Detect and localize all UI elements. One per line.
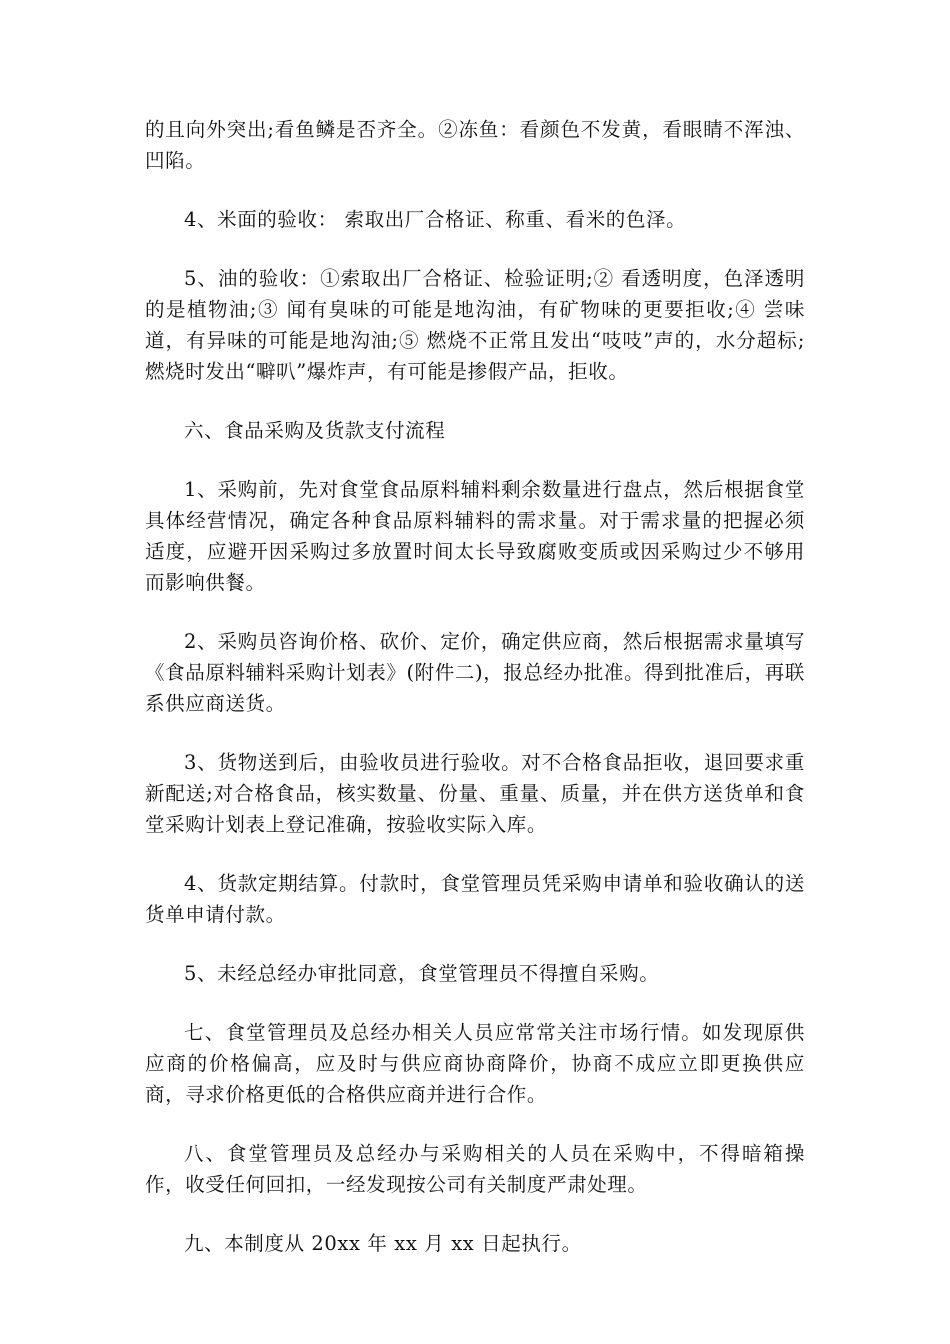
paragraph-section-nine: 九、本制度从 20xx 年 xx 月 xx 日起执行。 (184, 1232, 582, 1255)
paragraph-fish-inspection-continued: 的且向外突出;看鱼鳞是否齐全。②冻鱼：看颜色不发黄，看眼睛不浑浊、凹陷。 (145, 118, 805, 172)
paragraph-procurement-step-2: 2、采购员咨询价格、砍价、定价，确定供应商，然后根据需求量填写《食品原料辅料采购计划表》(附件二)，报总经办批准。得到批准后，再联系供应商送货。 (145, 630, 805, 715)
document-page (145, 114, 805, 1287)
paragraph-section-eight: 八、食堂管理员及总经办与采购相关的人员在采购中，不得暗箱操作，收受任何回扣，一经发现按公司有关制度严肃处理。 (145, 1142, 805, 1196)
paragraph-procurement-step-3: 3、货物送到后，由验收员进行验收。对不合格食品拒收，退回要求重新配送;对合格食品，核实数量、份量、重量、质量，并在供方送货单和食堂采购计划表上登记准确，按验收实际入库。 (145, 751, 805, 836)
paragraph-rice-flour-inspection: 4、米面的验收： 索取出厂合格证、称重、看米的色泽。 (184, 208, 687, 231)
paragraph-procurement-step-4: 4、货款定期结算。付款时，食堂管理员凭采购申请单和验收确认的送货单申请付款。 (145, 872, 805, 926)
paragraph-procurement-step-1: 1、采购前，先对食堂食品原料辅料剩余数量进行盘点，然后根据食堂具体经营情况，确定各种食品原料辅料的需求量。对于需求量的把握必须适度，应避开因采购过多放置时间太长导致腐败变质或因采购过少不够用而影响供餐。 (145, 478, 805, 594)
paragraph-procurement-step-5: 5、未经总经办审批同意，食堂管理员不得擅自采购。 (184, 962, 660, 985)
section-heading-procurement-payment: 六、食品采购及货款支付流程 (184, 419, 446, 442)
paragraph-oil-inspection: 5、油的验收：①索取出厂合格证、检验证明;② 看透明度，色泽透明的是植物油;③ 闻有臭味的可能是地沟油，有矿物味的更要拒收;④ 尝味道，有异味的可能是地沟油;⑤ 燃烧不正常且发出“吱吱”声的，水分超标;燃烧时发出“噼叭”爆炸声，有可能是掺假产品，拒收。 (145, 267, 805, 383)
paragraph-section-seven: 七、食堂管理员及总经办相关人员应常常关注市场行情。如发现原供应商的价格偏高，应及时与供应商协商降价，协商不成应立即更换供应商，寻求价格更低的合格供应商并进行合作。 (145, 1021, 805, 1106)
